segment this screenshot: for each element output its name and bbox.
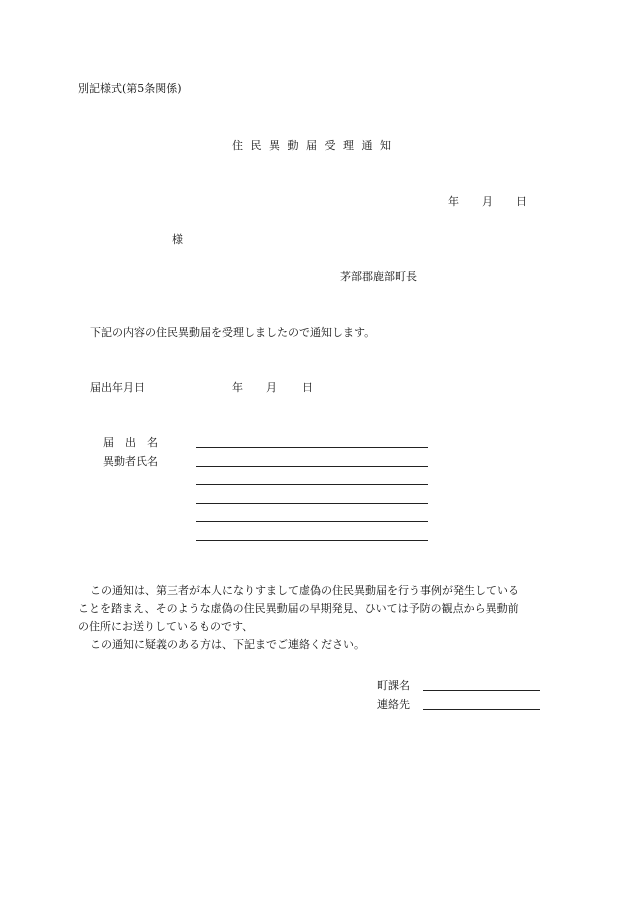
contact-blank-line[interactable] bbox=[423, 709, 540, 710]
notice-line-2: ことを踏まえ、そのような虚偽の住民異動届の早期発見、ひいては予防の観点から異動前 bbox=[78, 602, 519, 615]
date-year: 年 bbox=[448, 195, 459, 208]
addressee-suffix: 様 bbox=[172, 233, 183, 246]
sender-name: 茅部郡鹿部町長 bbox=[340, 270, 417, 283]
date-day: 日 bbox=[516, 195, 527, 208]
filer-blank-line[interactable] bbox=[196, 447, 428, 448]
filing-date-label: 届出年月日 bbox=[90, 381, 145, 394]
form-reference: 別記様式(第5条関係) bbox=[78, 82, 182, 95]
notice-paragraph bbox=[78, 582, 558, 654]
mover-blank-line-2[interactable] bbox=[196, 484, 428, 485]
contact-label: 連絡先 bbox=[377, 698, 410, 711]
notice-line-4: この通知に疑義のある方は、下記までご連絡ください。 bbox=[90, 638, 365, 651]
document-title: 住 民 異 動 届 受 理 通 知 bbox=[232, 139, 393, 152]
mover-blank-line-3[interactable] bbox=[196, 503, 428, 504]
filing-date-day: 日 bbox=[302, 381, 313, 394]
mover-blank-line-5[interactable] bbox=[196, 540, 428, 541]
mover-label: 異動者氏名 bbox=[103, 455, 158, 468]
section-blank-line[interactable] bbox=[423, 690, 540, 691]
filing-date-month: 月 bbox=[266, 381, 277, 394]
intro-text: 下記の内容の住民異動届を受理しましたので通知します。 bbox=[90, 326, 376, 339]
notice-line-1: この通知は、第三者が本人になりすまして虚偽の住民異動届を行う事例が発生している bbox=[90, 584, 519, 597]
filer-label: 届 出 名 bbox=[103, 436, 158, 449]
filing-date-year: 年 bbox=[232, 381, 243, 394]
mover-blank-line-1[interactable] bbox=[196, 466, 428, 467]
section-label: 町課名 bbox=[377, 679, 410, 692]
date-month: 月 bbox=[482, 195, 493, 208]
notice-line-3: の住所にお送りしているものです、 bbox=[78, 620, 254, 633]
mover-blank-line-4[interactable] bbox=[196, 521, 428, 522]
